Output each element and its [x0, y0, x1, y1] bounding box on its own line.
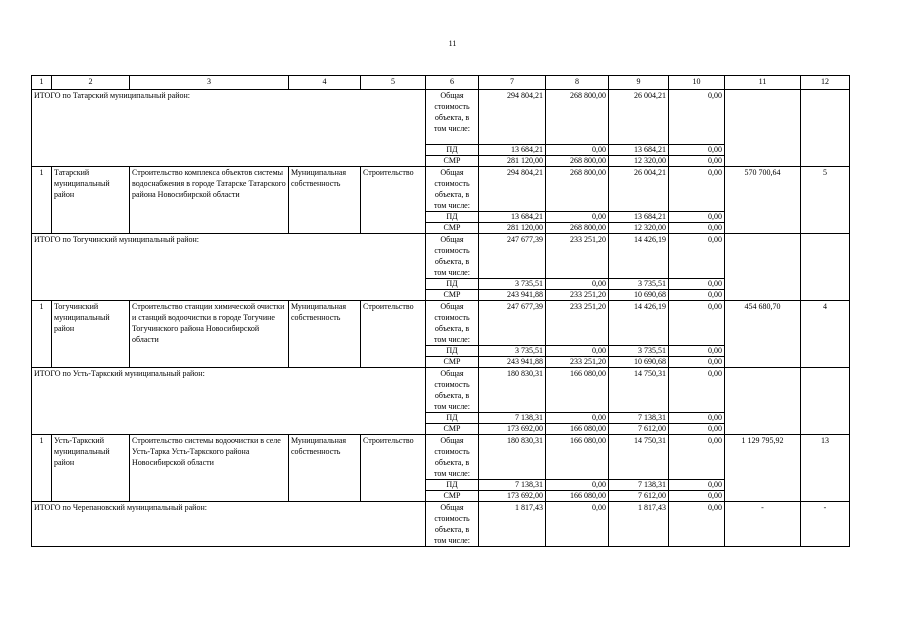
object-number: 1	[32, 435, 52, 502]
value-cell: 0,00	[669, 301, 725, 346]
value-cell: 0,00	[669, 156, 725, 167]
total-cost-label: Общая стоимость объекта, в том числе:	[426, 167, 479, 212]
object-name: Строительство комплекса объектов системы водоснабжения в городе Татарске Татарского района Новосибирской области	[130, 167, 289, 234]
empty-cell	[801, 90, 850, 167]
column-header: 4	[289, 76, 361, 90]
column-header: 6	[426, 76, 479, 90]
col12-value: 13	[801, 435, 850, 502]
value-cell: 0,00	[669, 234, 725, 279]
value-cell: 14 426,19	[609, 301, 669, 346]
value-cell: 247 677,39	[479, 301, 546, 346]
object-row	[32, 167, 850, 212]
value-cell: 0,00	[669, 424, 725, 435]
pd-label: ПД	[426, 413, 479, 424]
value-cell: 166 080,00	[546, 491, 609, 502]
value-cell: 10 690,68	[609, 290, 669, 301]
value-cell: 1 817,43	[609, 502, 669, 547]
col12-value: 5	[801, 167, 850, 234]
column-header: 10	[669, 76, 725, 90]
smr-label: СМР	[426, 223, 479, 234]
district-total-row	[32, 90, 850, 145]
value-cell: 173 692,00	[479, 491, 546, 502]
value-cell: 268 800,00	[546, 90, 609, 145]
value-cell: 13 684,21	[609, 145, 669, 156]
column-header: 8	[546, 76, 609, 90]
value-cell: 233 251,20	[546, 301, 609, 346]
value-cell: 7 138,31	[479, 480, 546, 491]
value-cell: 233 251,20	[546, 234, 609, 279]
empty-cell	[801, 234, 850, 301]
value-cell: 0,00	[669, 346, 725, 357]
value-cell: 0,00	[546, 413, 609, 424]
district-total-row	[32, 368, 850, 413]
value-cell: 0,00	[669, 413, 725, 424]
value-cell: 243 941,88	[479, 290, 546, 301]
value-cell: 14 750,31	[609, 368, 669, 413]
value-cell: 1 817,43	[479, 502, 546, 547]
value-cell: 180 830,31	[479, 435, 546, 480]
col11-value: 454 680,70	[725, 301, 801, 368]
value-cell: 0,00	[669, 491, 725, 502]
object-municipality: Татарский муниципальный район	[52, 167, 130, 234]
pd-label: ПД	[426, 480, 479, 491]
district-total-label: ИТОГО по Татарский муниципальный район:	[32, 90, 426, 167]
col11-value: 570 700,64	[725, 167, 801, 234]
empty-cell	[801, 368, 850, 435]
value-cell: 26 004,21	[609, 167, 669, 212]
value-cell: 0,00	[546, 279, 609, 290]
object-name: Строительство системы водоочистки в селе Усть-Тарка Усть-Таркского района Новосибирской области	[130, 435, 289, 502]
value-cell: 268 800,00	[546, 156, 609, 167]
value-cell: 3 735,51	[479, 346, 546, 357]
object-municipality: Усть-Таркский муниципальный район	[52, 435, 130, 502]
total-cost-label: Общая стоимость объекта, в том числе:	[426, 368, 479, 413]
value-cell: 281 120,00	[479, 156, 546, 167]
smr-label: СМР	[426, 491, 479, 502]
value-cell: 7 138,31	[609, 480, 669, 491]
value-cell: 268 800,00	[546, 167, 609, 212]
value-cell: 0,00	[669, 167, 725, 212]
value-cell: 233 251,20	[546, 357, 609, 368]
empty-cell	[725, 234, 801, 301]
object-type: Строительство	[361, 435, 426, 502]
column-header: 5	[361, 76, 426, 90]
col11-value: 1 129 795,92	[725, 435, 801, 502]
value-cell: 247 677,39	[479, 234, 546, 279]
district-total-label: ИТОГО по Тогучинский муниципальный район:	[32, 234, 426, 301]
value-cell: 166 080,00	[546, 424, 609, 435]
col11-value: -	[725, 502, 801, 547]
value-cell: 14 750,31	[609, 435, 669, 480]
value-cell: 0,00	[669, 212, 725, 223]
object-type: Строительство	[361, 167, 426, 234]
value-cell: 12 320,00	[609, 223, 669, 234]
value-cell: 0,00	[669, 290, 725, 301]
value-cell: 13 684,21	[479, 145, 546, 156]
value-cell: 0,00	[546, 502, 609, 547]
column-number-row	[32, 76, 850, 90]
district-total-row	[32, 234, 850, 279]
value-cell: 12 320,00	[609, 156, 669, 167]
object-municipality: Тогучинский муниципальный район	[52, 301, 130, 368]
value-cell: 243 941,88	[479, 357, 546, 368]
district-total-label: ИТОГО по Черепановский муниципальный район:	[32, 502, 426, 547]
column-header: 9	[609, 76, 669, 90]
value-cell: 7 612,00	[609, 491, 669, 502]
total-cost-label: Общая стоимость объекта, в том числе:	[426, 234, 479, 279]
smr-label: СМР	[426, 290, 479, 301]
value-cell: 0,00	[669, 279, 725, 290]
pd-label: ПД	[426, 212, 479, 223]
object-ownership: Муниципальная собственность	[289, 435, 361, 502]
value-cell: 294 804,21	[479, 90, 546, 145]
value-cell: 0,00	[669, 480, 725, 491]
total-cost-label: Общая стоимость объекта, в том числе:	[426, 502, 479, 547]
value-cell: 13 684,21	[479, 212, 546, 223]
column-header: 3	[130, 76, 289, 90]
object-ownership: Муниципальная собственность	[289, 167, 361, 234]
value-cell: 233 251,20	[546, 290, 609, 301]
column-header: 2	[52, 76, 130, 90]
value-cell: 10 690,68	[609, 357, 669, 368]
column-header: 7	[479, 76, 546, 90]
value-cell: 0,00	[546, 346, 609, 357]
value-cell: 268 800,00	[546, 223, 609, 234]
empty-cell	[725, 368, 801, 435]
empty-cell	[725, 90, 801, 167]
value-cell: 0,00	[546, 480, 609, 491]
value-cell: 0,00	[669, 223, 725, 234]
column-header: 12	[801, 76, 850, 90]
object-row	[32, 301, 850, 346]
smr-label: СМР	[426, 156, 479, 167]
value-cell: 173 692,00	[479, 424, 546, 435]
investment-table	[31, 75, 850, 547]
value-cell: 3 735,51	[479, 279, 546, 290]
value-cell: 26 004,21	[609, 90, 669, 145]
value-cell: 0,00	[546, 145, 609, 156]
object-number: 1	[32, 167, 52, 234]
column-header: 1	[32, 76, 52, 90]
value-cell: 7 138,31	[479, 413, 546, 424]
total-cost-label: Общая стоимость объекта, в том числе:	[426, 435, 479, 480]
col12-value: -	[801, 502, 850, 547]
value-cell: 7 612,00	[609, 424, 669, 435]
value-cell: 0,00	[669, 435, 725, 480]
value-cell: 166 080,00	[546, 435, 609, 480]
value-cell: 14 426,19	[609, 234, 669, 279]
value-cell: 0,00	[546, 212, 609, 223]
object-number: 1	[32, 301, 52, 368]
smr-label: СМР	[426, 424, 479, 435]
value-cell: 0,00	[669, 90, 725, 145]
value-cell: 180 830,31	[479, 368, 546, 413]
value-cell: 0,00	[669, 368, 725, 413]
pd-label: ПД	[426, 346, 479, 357]
pd-label: ПД	[426, 145, 479, 156]
value-cell: 13 684,21	[609, 212, 669, 223]
total-cost-label: Общая стоимость объекта, в том числе:	[426, 90, 479, 145]
page-number: 11	[448, 39, 457, 48]
col12-value: 4	[801, 301, 850, 368]
total-cost-label: Общая стоимость объекта, в том числе:	[426, 301, 479, 346]
value-cell: 294 804,21	[479, 167, 546, 212]
object-row	[32, 435, 850, 480]
column-header: 11	[725, 76, 801, 90]
smr-label: СМР	[426, 357, 479, 368]
value-cell: 166 080,00	[546, 368, 609, 413]
value-cell: 3 735,51	[609, 279, 669, 290]
object-ownership: Муниципальная собственность	[289, 301, 361, 368]
value-cell: 281 120,00	[479, 223, 546, 234]
value-cell: 0,00	[669, 357, 725, 368]
value-cell: 0,00	[669, 145, 725, 156]
district-total-row	[32, 502, 850, 547]
value-cell: 0,00	[669, 502, 725, 547]
value-cell: 7 138,31	[609, 413, 669, 424]
object-name: Строительство станции химической очистки и станций водоочистки в городе Тогучине Тогучинского района Новосибирской области	[130, 301, 289, 368]
pd-label: ПД	[426, 279, 479, 290]
district-total-label: ИТОГО по Усть-Таркский муниципальный район:	[32, 368, 426, 435]
object-type: Строительство	[361, 301, 426, 368]
value-cell: 3 735,51	[609, 346, 669, 357]
